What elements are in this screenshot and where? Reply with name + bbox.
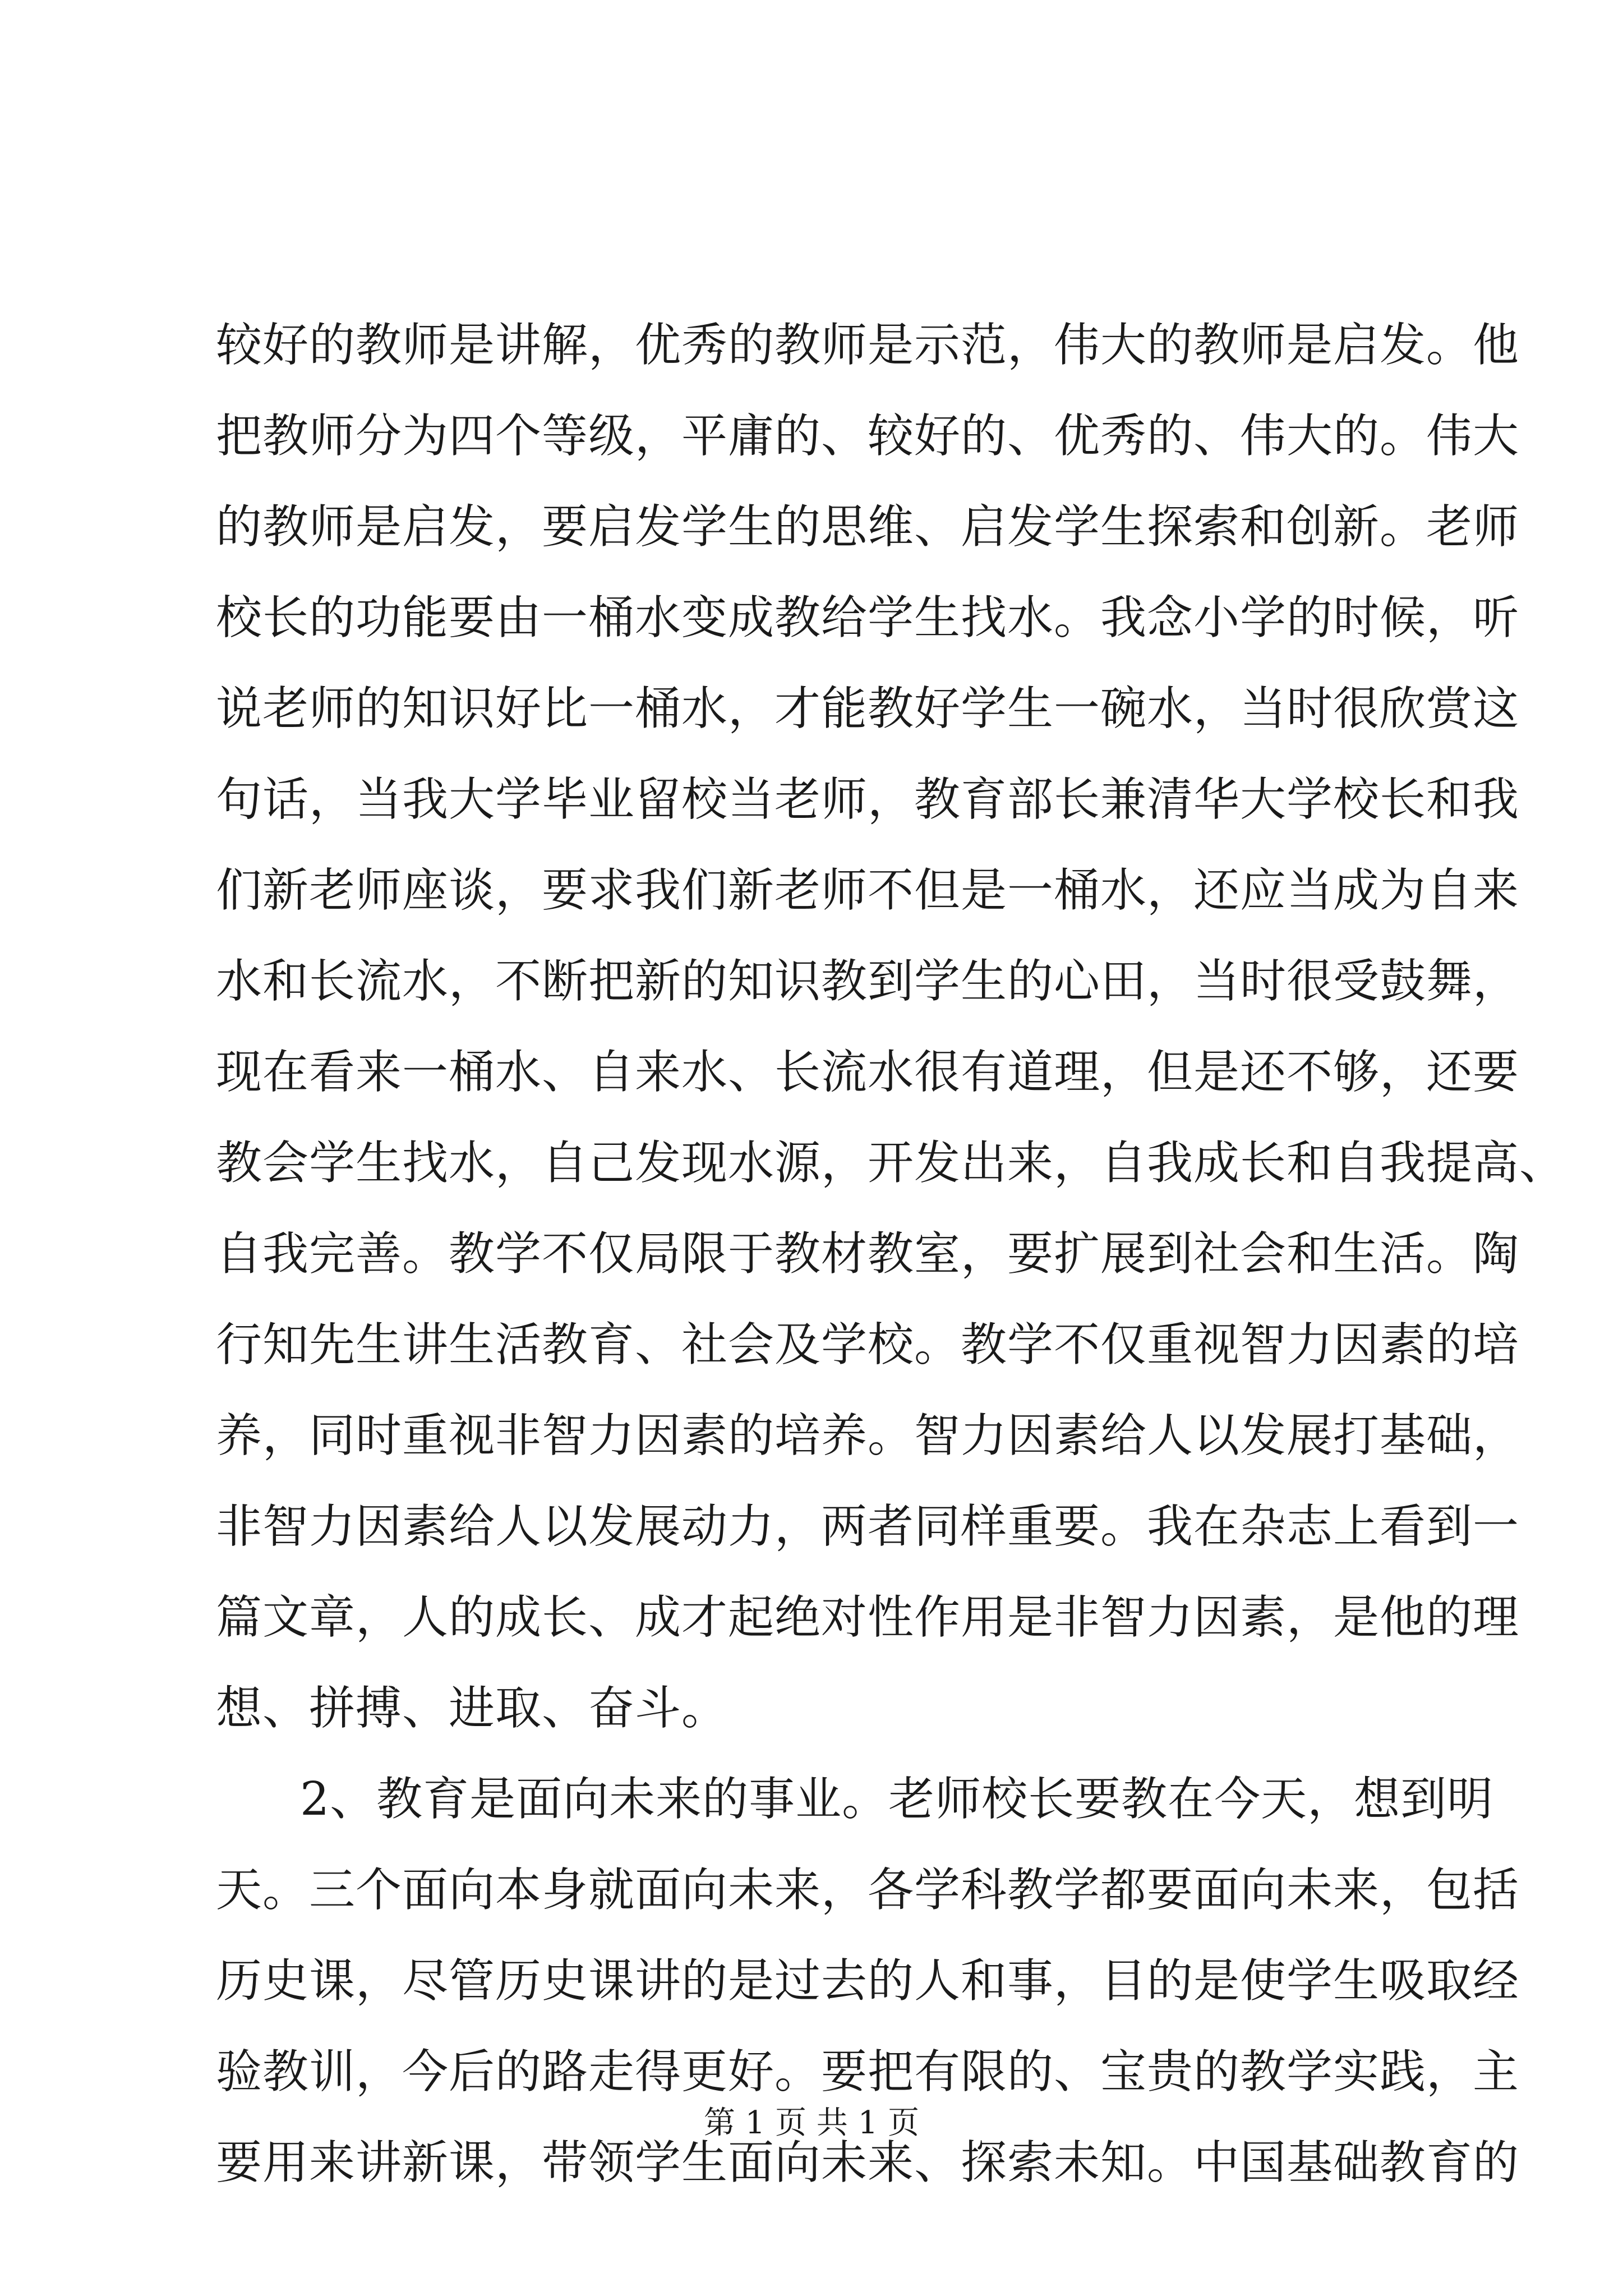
text-line: 把教师分为四个等级，平庸的、较好的、优秀的、伟大的。伟大 [216,409,1520,463]
text-line: 要用来讲新课，带领学生面向未来、探索未知。中国基础教育的 [216,2136,1520,2189]
text-line: 非智力因素给人以发展动力，两者同样重要。我在杂志上看到一 [216,1500,1520,1553]
text-line: 想、拼搏、进取、奋斗。 [216,1682,728,1735]
text-line: 历史课，尽管历史课讲的是过去的人和事，目的是使学生吸取经 [216,1954,1520,2008]
text-line: 现在看来一桶水、自来水、长流水很有道理，但是还不够，还要 [216,1046,1520,1099]
text-line: 行知先生讲生活教育、社会及学校。教学不仅重视智力因素的培 [216,1318,1520,1372]
text-line: 们新老师座谈，要求我们新老师不但是一桶水，还应当成为自来 [216,864,1520,917]
text-line: 篇文章，人的成长、成才起绝对性作用是非智力因素，是他的理 [216,1591,1520,1644]
text-line: 的教师是启发，要启发学生的思维、启发学生探索和创新。老师 [216,500,1520,554]
text-line: 说老师的知识好比一桶水，才能教好学生一碗水，当时很欣赏这 [216,682,1520,735]
text-line: 句话，当我大学毕业留校当老师，教育部长兼清华大学校长和我 [216,773,1520,826]
text-line: 水和长流水，不断把新的知识教到学生的心田，当时很受鼓舞， [216,955,1520,1008]
text-line: 天。三个面向本身就面向未来，各学科教学都要面向未来，包括 [216,1864,1520,1917]
page-footer: 第 1 页 共 1 页 [703,2105,920,2141]
text-line: 养，同时重视非智力因素的培养。智力因素给人以发展打基础， [216,1409,1520,1462]
text-line: 教会学生找水，自己发现水源，开发出来，自我成长和自我提高、 [216,1137,1566,1190]
text-line: 自我完善。教学不仅局限于教材教室，要扩展到社会和生活。陶 [216,1227,1520,1281]
text-line: 较好的教师是讲解，优秀的教师是示范，伟大的教师是启发。他 [216,319,1520,372]
body-text [216,300,1566,2208]
text-line: 验教训，今后的路走得更好。要把有限的、宝贵的教学实践，主 [216,2045,1520,2099]
text-line: 校长的功能要由一桶水变成教给学生找水。我念小学的时候，听 [216,591,1520,645]
paragraph-start-line: 2、教育是面向未来的事业。老师校长要教在今天，想到明 [300,1773,1494,1826]
